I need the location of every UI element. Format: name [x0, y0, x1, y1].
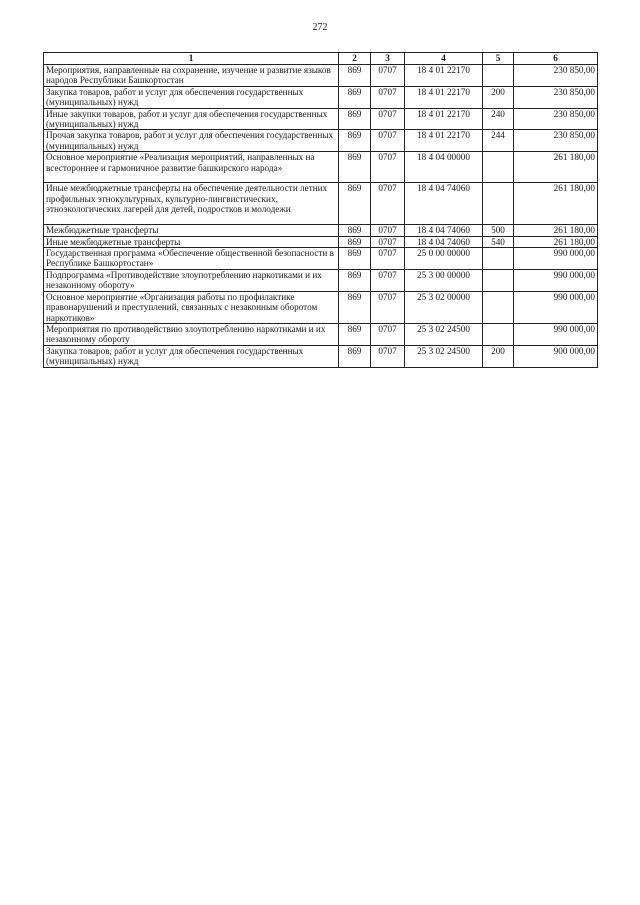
header-col-ved: 2: [339, 53, 371, 65]
row-ved-code: 869: [339, 269, 371, 291]
row-section-code: 0707: [371, 65, 405, 87]
header-col-sum: 6: [514, 53, 598, 65]
page-number: 272: [312, 22, 328, 33]
row-ved-code: 869: [339, 236, 371, 247]
row-section-code: 0707: [371, 248, 405, 270]
row-expense-type: 240: [483, 108, 514, 130]
row-ved-code: 869: [339, 183, 371, 225]
row-amount: 990 000,00: [514, 248, 598, 270]
row-target-code: 25 3 00 00000: [405, 269, 483, 291]
budget-table: [43, 52, 598, 368]
table-row: [44, 86, 598, 108]
row-amount: 230 850,00: [514, 86, 598, 108]
row-section-code: 0707: [371, 236, 405, 247]
row-expense-type: 500: [483, 225, 514, 236]
row-expense-type: 540: [483, 236, 514, 247]
row-expense-type: 244: [483, 130, 514, 152]
row-section-code: 0707: [371, 86, 405, 108]
row-amount: 230 850,00: [514, 130, 598, 152]
row-ved-code: 869: [339, 225, 371, 236]
row-target-code: 25 0 00 00000: [405, 248, 483, 270]
table-row: [44, 65, 598, 87]
row-target-code: 18 4 01 22170: [405, 108, 483, 130]
row-section-code: 0707: [371, 225, 405, 236]
table-row: [44, 248, 598, 270]
row-name: Иные закупки товаров, работ и услуг для обеспечения государственных (муниципальных) нужд: [44, 108, 339, 130]
row-name: Иные межбюджетные трансферты: [44, 236, 339, 247]
row-expense-type: [483, 269, 514, 291]
header-col-rz: 3: [371, 53, 405, 65]
row-expense-type: [483, 183, 514, 225]
row-section-code: 0707: [371, 108, 405, 130]
row-amount: 990 000,00: [514, 323, 598, 345]
table-row: [44, 225, 598, 236]
row-expense-type: [483, 248, 514, 270]
row-amount: 261 180,00: [514, 152, 598, 183]
row-amount: 990 000,00: [514, 291, 598, 323]
row-ved-code: 869: [339, 248, 371, 270]
row-section-code: 0707: [371, 323, 405, 345]
row-expense-type: 200: [483, 345, 514, 367]
row-target-code: 18 4 04 00000: [405, 152, 483, 183]
row-target-code: 18 4 01 22170: [405, 65, 483, 87]
row-section-code: 0707: [371, 130, 405, 152]
table-row: [44, 323, 598, 345]
row-target-code: 18 4 04 74060: [405, 236, 483, 247]
row-ved-code: 869: [339, 65, 371, 87]
row-name: Подпрограмма «Противодействие злоупотреблению наркотиками и их незаконному обороту»: [44, 269, 339, 291]
row-name: Основное мероприятие «Организация работы по профилактике правонарушений и преступлений, связанных с незаконным оборотом наркотиков»: [44, 291, 339, 323]
row-name: Основное мероприятие «Реализация мероприятий, направленных на всестороннее и гармоничное развитие башкирского народа»: [44, 152, 339, 183]
table-row: [44, 130, 598, 152]
header-col-name: 1: [44, 53, 339, 65]
table-row: [44, 345, 598, 367]
row-amount: 261 180,00: [514, 225, 598, 236]
table-row: [44, 236, 598, 247]
row-amount: 900 000,00: [514, 345, 598, 367]
row-ved-code: 869: [339, 108, 371, 130]
row-target-code: 18 4 01 22170: [405, 86, 483, 108]
row-section-code: 0707: [371, 291, 405, 323]
header-col-vr: 5: [483, 53, 514, 65]
row-section-code: 0707: [371, 183, 405, 225]
row-name: Прочая закупка товаров, работ и услуг для обеспечения государственных (муниципальных) нужд: [44, 130, 339, 152]
row-expense-type: [483, 291, 514, 323]
row-name: Иные межбюджетные трансферты на обеспечение деятельности летних профильных этнокультурных, культурно-лингвистических, этноэкологических лагерей для детей, подростков и молодежи: [44, 183, 339, 225]
table-header: [44, 53, 598, 65]
row-name: Государственная программа «Обеспечение общественной безопасности в Республике Башкортостан»: [44, 248, 339, 270]
table-row: [44, 183, 598, 225]
table-row: [44, 269, 598, 291]
row-amount: 990 000,00: [514, 269, 598, 291]
row-expense-type: 200: [483, 86, 514, 108]
row-ved-code: 869: [339, 345, 371, 367]
row-ved-code: 869: [339, 86, 371, 108]
row-target-code: 25 3 02 00000: [405, 291, 483, 323]
table-row: [44, 108, 598, 130]
row-ved-code: 869: [339, 291, 371, 323]
row-amount: 261 180,00: [514, 183, 598, 225]
row-name: Закупка товаров, работ и услуг для обеспечения государственных (муниципальных) нужд: [44, 345, 339, 367]
table-row: [44, 152, 598, 183]
row-name: Мероприятия по противодействию злоупотреблению наркотиками и их незаконному обороту: [44, 323, 339, 345]
row-target-code: 18 4 01 22170: [405, 130, 483, 152]
row-target-code: 25 3 02 24500: [405, 345, 483, 367]
row-ved-code: 869: [339, 323, 371, 345]
row-expense-type: [483, 65, 514, 87]
row-ved-code: 869: [339, 130, 371, 152]
row-target-code: 18 4 04 74060: [405, 183, 483, 225]
row-amount: 261 180,00: [514, 236, 598, 247]
row-expense-type: [483, 323, 514, 345]
table-body: [44, 65, 598, 368]
table-row: [44, 291, 598, 323]
header-row: [44, 53, 598, 65]
row-ved-code: 869: [339, 152, 371, 183]
row-section-code: 0707: [371, 152, 405, 183]
row-target-code: 18 4 04 74060: [405, 225, 483, 236]
row-name: Закупка товаров, работ и услуг для обеспечения государственных (муниципальных) нужд: [44, 86, 339, 108]
row-amount: 230 850,00: [514, 108, 598, 130]
row-section-code: 0707: [371, 345, 405, 367]
row-section-code: 0707: [371, 269, 405, 291]
row-amount: 230 850,00: [514, 65, 598, 87]
row-target-code: 25 3 02 24500: [405, 323, 483, 345]
header-col-cs: 4: [405, 53, 483, 65]
row-name: Межбюджетные трансферты: [44, 225, 339, 236]
row-expense-type: [483, 152, 514, 183]
row-name: Мероприятия, направленные на сохранение, изучение и развитие языков народов Республики Башкортостан: [44, 65, 339, 87]
